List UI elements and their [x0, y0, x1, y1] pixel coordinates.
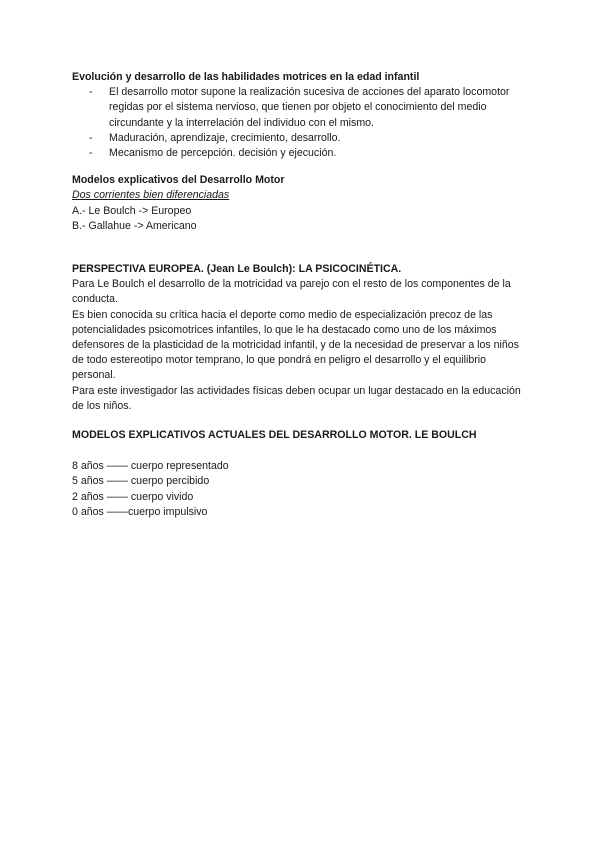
paragraph: Para este investigador las actividades físicas deben ocupar un lugar destacado en la educación de los niños.: [72, 384, 521, 412]
stage-item: 2 años —— cuerpo vivido: [72, 490, 194, 503]
dash-icon: -: [89, 147, 93, 160]
section-title-perspectiva: PERSPECTIVA EUROPEA. (Jean Le Boulch): LA PSICOCINÉTICA.: [72, 263, 402, 276]
section-title-evolucion: Evolución y desarrollo de las habilidades motrices en la edad infantil: [72, 71, 420, 83]
model-item: A.- Le Boulch -> Europeo: [72, 204, 192, 217]
section-subtitle: Dos corrientes bien diferenciadas: [72, 189, 230, 202]
paragraph: Es bien conocida su crítica hacia el deporte como medio de especialización precoz de las potencialidades psicomotrices infantiles, lo que le ha destacado como uno de los máximos defensores de la plasticidad de la motricidad infantil, y de la necesidad de preservar a los niños de todo estereotipo motor temprano, lo que pondrá en peligro el desarrollo y el equilibrio personal.: [72, 308, 519, 382]
model-item: B.- Gallahue -> Americano: [72, 219, 197, 232]
bullet-list: [72, 85, 530, 161]
bullet-item: - El desarrollo motor supone la realización sucesiva de acciones del aparato locomotor regidas por el sistema nervioso, que tienen por objeto el conocimiento del medio circundante y la interrelación del individuo con el mismo.: [89, 86, 510, 129]
bullet-item: - Mecanismo de percepción. decisión y ejecución.: [72, 146, 530, 161]
bullet-item: - Maduración, aprendizaje, crecimiento, desarrollo.: [72, 131, 530, 146]
document-page: [72, 70, 530, 520]
stage-item: 5 años —— cuerpo percibido: [72, 475, 210, 488]
section-title-modelos-actuales: MODELOS EXPLICATIVOS ACTUALES DEL DESARROLLO MOTOR. LE BOULCH: [72, 429, 477, 442]
stage-item: 8 años —— cuerpo representado: [72, 460, 229, 473]
paragraph: Para Le Boulch el desarrollo de la motricidad va parejo con el resto de los componentes de la conducta.: [72, 278, 511, 306]
section-title-modelos: Modelos explicativos del Desarrollo Motor: [72, 174, 285, 187]
dash-icon: -: [89, 86, 93, 99]
dash-icon: -: [89, 131, 93, 144]
stage-item: 0 años ——cuerpo impulsivo: [72, 505, 208, 518]
